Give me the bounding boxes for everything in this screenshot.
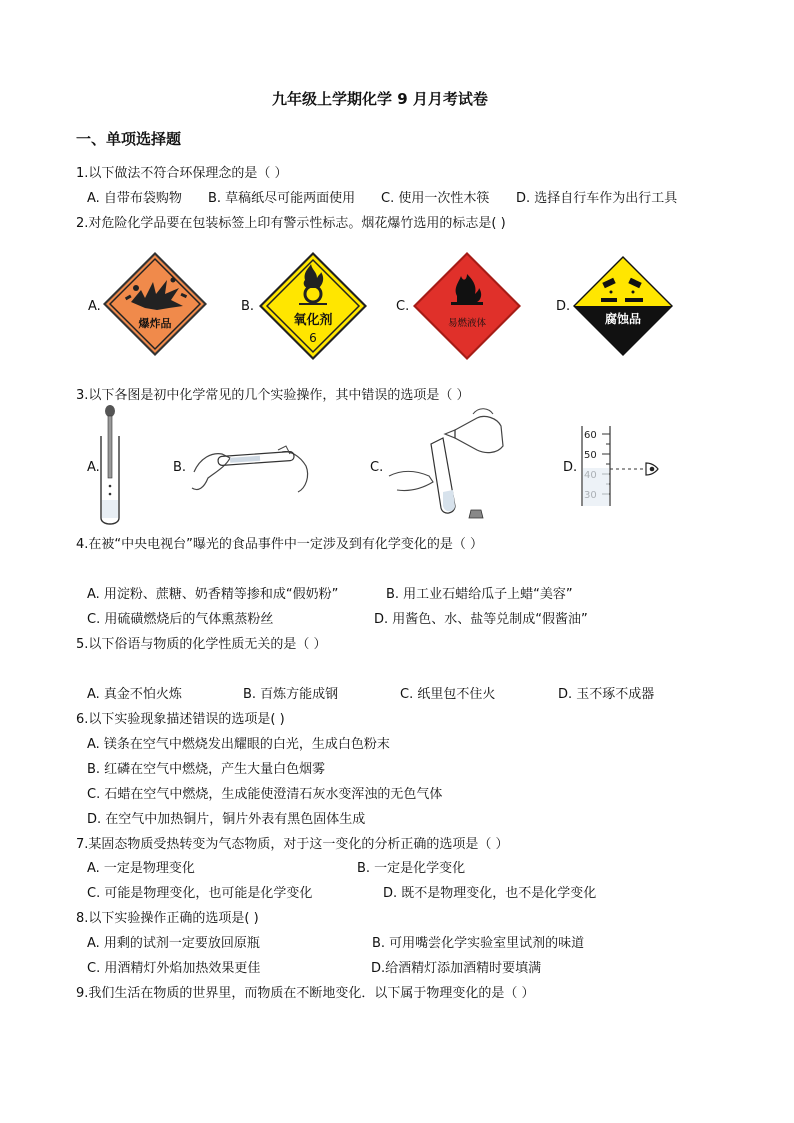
q2-option-b[interactable]: B. (241, 299, 255, 314)
corrosive-sign-label: 腐蚀品 (604, 312, 642, 326)
page-title: 九年级上学期化学 9 月月考试卷 (272, 90, 488, 108)
section-heading: 一、单项选择题 (76, 130, 182, 148)
flammable-sign-label: 易燃液体 (447, 318, 487, 329)
q2-option-c[interactable]: C. (396, 299, 410, 314)
pouring-liquid-icon (385, 406, 515, 524)
q6-option-b[interactable]: B. 红磷在空气中燃烧，产生大量白色烟雾 (87, 762, 326, 777)
q5-option-a[interactable]: A. 真金不怕火炼 (87, 687, 182, 702)
q4-option-a[interactable]: A. 用淀粉、蔗糖、奶香精等掺和成“假奶粉” (87, 587, 339, 602)
q6-option-a[interactable]: A. 镁条在空气中燃烧发出耀眼的白光，生成白色粉末 (87, 737, 390, 752)
corrosive-sign-bg (575, 258, 671, 306)
q1-option-d[interactable]: D. 选择自行车作为出行工具 (516, 191, 678, 206)
q7-option-b[interactable]: B. 一定是化学变化 (357, 861, 466, 876)
question-2-stem: 2.对危险化学品要在包装标签上印有警示性标志。烟花爆竹选用的标志是( ) (76, 216, 506, 231)
q4-option-b[interactable]: B. 用工业石蜡给瓜子上蜡“美容” (386, 587, 573, 602)
oxidizer-sign-number: 6 (309, 331, 317, 345)
q1-option-b[interactable]: B. 草稿纸尽可能两面使用 (208, 191, 356, 206)
flammable-sign-bg (416, 255, 518, 357)
q4-option-d[interactable]: D. 用酱色、水、盐等兑制成“假酱油” (374, 612, 588, 627)
question-7-stem: 7.某固态物质受热转变为气态物质，对于这一变化的分析正确的选项是（ ） (76, 837, 509, 852)
q3-option-a[interactable]: A. (87, 460, 100, 475)
q6-option-d[interactable]: D. 在空气中加热铜片，铜片外表有黑色固体生成 (87, 812, 366, 827)
q8-option-d[interactable]: D.给酒精灯添加酒精时要填满 (371, 961, 542, 976)
flammable-liquid-sign-icon (411, 250, 523, 362)
question-9-stem: 9.我们生活在物质的世界里，而物质在不断地变化．以下属于物理变化的是（ ） (76, 986, 535, 1001)
q8-option-b[interactable]: B. 可用嘴尝化学实验室里试剂的味道 (372, 936, 585, 951)
question-1-stem: 1.以下做法不符合环保理念的是（ ） (76, 166, 288, 181)
q4-option-c[interactable]: C. 用硫磺燃烧后的气体熏蒸粉丝 (87, 612, 274, 627)
corrosive-sign-icon (571, 254, 675, 358)
shaking-tube-hands-icon (186, 432, 314, 496)
scale-label-50: 50 (584, 450, 597, 461)
q2-option-d[interactable]: D. (556, 299, 571, 314)
scale-label-60: 60 (584, 430, 597, 441)
explosive-sign-icon (101, 250, 209, 358)
explosive-sign-label: 爆炸品 (138, 317, 172, 330)
q5-option-b[interactable]: B. 百炼方能成钢 (243, 687, 339, 702)
oxidizer-sign-icon (257, 250, 369, 362)
dropper-in-tube-icon (96, 404, 126, 528)
q5-option-d[interactable]: D. 玉不琢不成器 (558, 687, 655, 702)
question-4-stem: 4.在被“中央电视台”曝光的食品事件中一定涉及到有化学变化的是（ ） (76, 537, 484, 552)
q3-option-d[interactable]: D. (563, 460, 578, 475)
q7-option-a[interactable]: A. 一定是物理变化 (87, 861, 195, 876)
question-8-stem: 8.以下实验操作正确的选项是( ) (76, 911, 259, 926)
q3-option-c[interactable]: C. (370, 460, 384, 475)
q3-option-b[interactable]: B. (173, 460, 187, 475)
q5-option-c[interactable]: C. 纸里包不住火 (400, 687, 496, 702)
q8-option-a[interactable]: A. 用剩的试剂一定要放回原瓶 (87, 936, 260, 951)
question-5-stem: 5.以下俗语与物质的化学性质无关的是（ ） (76, 637, 327, 652)
question-3-stem: 3.以下各图是初中化学常见的几个实验操作，其中错误的选项是（ ） (76, 388, 470, 403)
q2-option-a[interactable]: A. (88, 299, 101, 314)
q7-option-c[interactable]: C. 可能是物理变化，也可能是化学变化 (87, 886, 313, 901)
q1-option-c[interactable]: C. 使用一次性木筷 (381, 191, 490, 206)
q8-option-c[interactable]: C. 用酒精灯外焰加热效果更佳 (87, 961, 261, 976)
q6-option-c[interactable]: C. 石蜡在空气中燃烧，生成能使澄清石灰水变浑浊的无色气体 (87, 787, 443, 802)
question-6-stem: 6.以下实验现象描述错误的选项是( ) (76, 712, 285, 727)
oxidizer-sign-label: 氧化剂 (293, 313, 333, 328)
q1-option-a[interactable]: A. 自带布袋购物 (87, 191, 182, 206)
graduated-cylinder-reading-icon (574, 424, 664, 508)
q7-option-d[interactable]: D. 既不是物理变化，也不是化学变化 (383, 886, 597, 901)
